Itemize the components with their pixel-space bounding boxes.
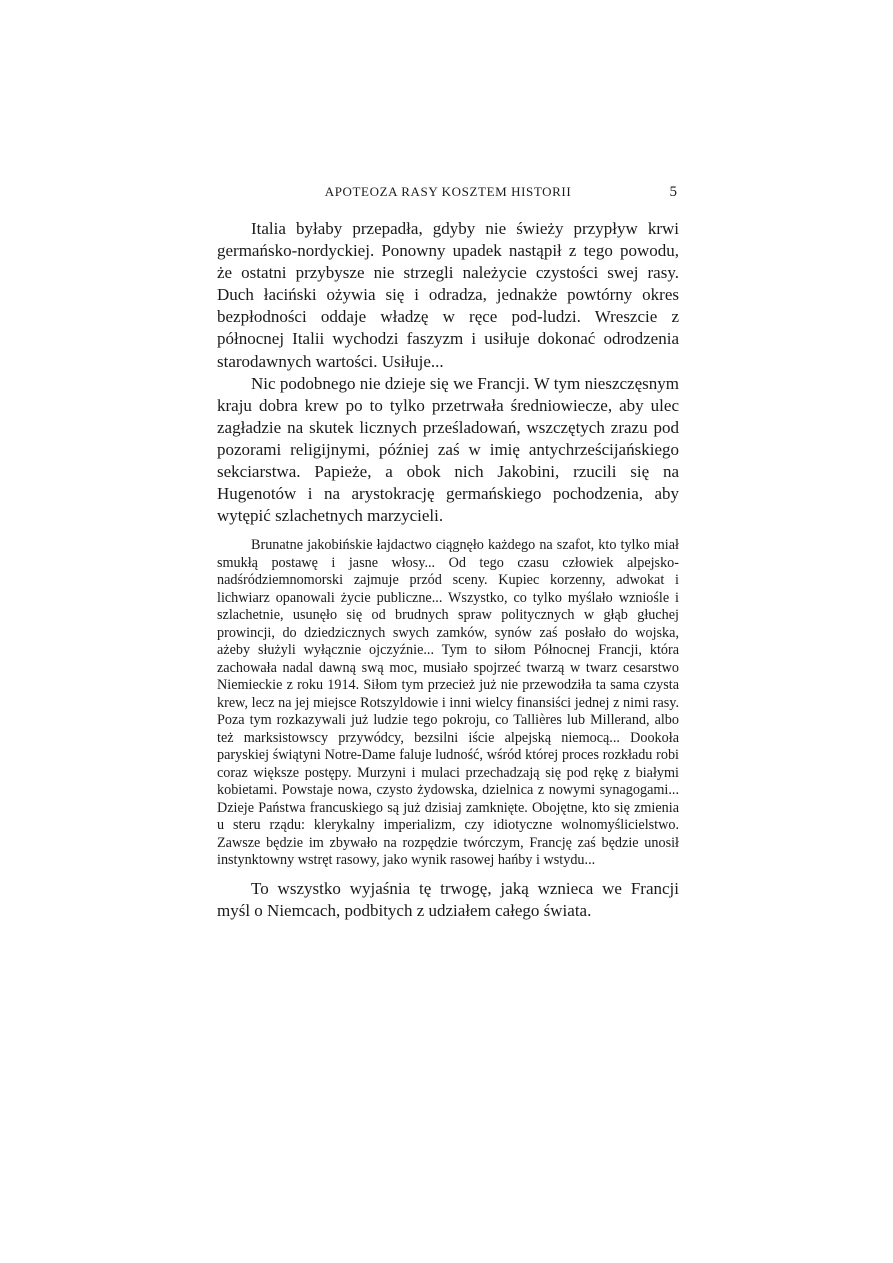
paragraph-francja: Nic podobnego nie dzieje się we Francji. W tym nieszczęsnym kraju dobra krew po to tylko przetrwała średniowiecze, aby ulec zagładzie na skutek licznych prześladowań, wszczętych zrazu pod pozorami religijnymi, później zaś w imię antychrześcijańskiego sekciarstwa. Papieże, a obok nich Jakobini, rzucili się na Hugenotów i na arystokrację germańskiego pochodzenia, aby wytępić szlachetnych marzycieli. bbox=[217, 373, 679, 526]
page-number: 5 bbox=[669, 184, 677, 200]
block-quote: Brunatne jakobińskie łajdactwo ciągnęło każdego na szafot, kto tylko miał smukłą postawę i jasne włosy... Od tego czasu człowiek alpejsko-nadśródziemnomorski zajmuje przód sceny. Kupiec korzenny, adwokat i lichwiarz opanowali życie publiczne... Wszystko, co tylko myślało wzniośle i szlachetnie, usunęło się od brudnych spraw politycznych w głąb głuchej prowincji, do dziedzicznych swych zamków, synów zaś posłało do wojska, ażeby służyli wyłącznie ojczyźnie... Tym to siłom Północnej Francji, która zachowała nadal dawną swą moc, musiało spojrzeć twarzą w twarz cesarstwo Niemieckie z roku 1914. Siłom tym przecież już nie przewodziła ta sama czysta krew, lecz na jej miejsce Rotszyldowie i inni wielcy finansiści jednej z nimi rasy. Poza tym rozkazywali już ludzie tego pokroju, co Tallières lub Millerand, albo też marksistowscy przywódcy, bezsilni iście alpejską niemocą... Dookoła paryskiej świątyni Notre-Dame faluje ludność, wśród której proces rozkładu robi coraz większe postępy. Murzyni i mulaci przechadzają się pod rękę z białymi kobietami. Powstaje nowa, czysto żydowska, dzielnica z nowymi synagogami... Dzieje Państwa francuskiego są już dzisiaj zamknięte. Obojętne, kto się zmienia u steru rządu: klerykalny imperializm, czy idiotyczne wolnomyślicielstwo. Zawsze będzie im zbywało na rozpędzie twórczym, Francję zaś będzie unosił instynktowny wstręt rasowy, jako wynik rasowej hańby i wstydu... bbox=[217, 537, 679, 869]
main-text bbox=[217, 218, 679, 922]
running-title: APOTEOZA RASY KOSZTEM HISTORII bbox=[324, 184, 572, 199]
paragraph-italia: Italia byłaby przepadła, gdyby nie świeży przypływ krwi germańsko-nordyckiej. Ponowny upadek nastąpił z tego powodu, że ostatni przybysze nie strzegli należycie czystości swej rasy. Duch łaciński ożywia się i odradza, jednakże powtórny okres bezpłodności oddaje władzę w ręce pod-ludzi. Wreszcie z północnej Italii wychodzi faszyzm i usiłuje dokonać odrodzenia starodawnych wartości. Usiłuje... bbox=[217, 219, 679, 371]
running-head bbox=[217, 182, 679, 202]
book-page bbox=[217, 0, 679, 1263]
paragraph-closing: To wszystko wyjaśnia tę trwogę, jaką wznieca we Francji myśl o Niemcach, podbitych z udziałem całego świata. bbox=[217, 878, 679, 920]
